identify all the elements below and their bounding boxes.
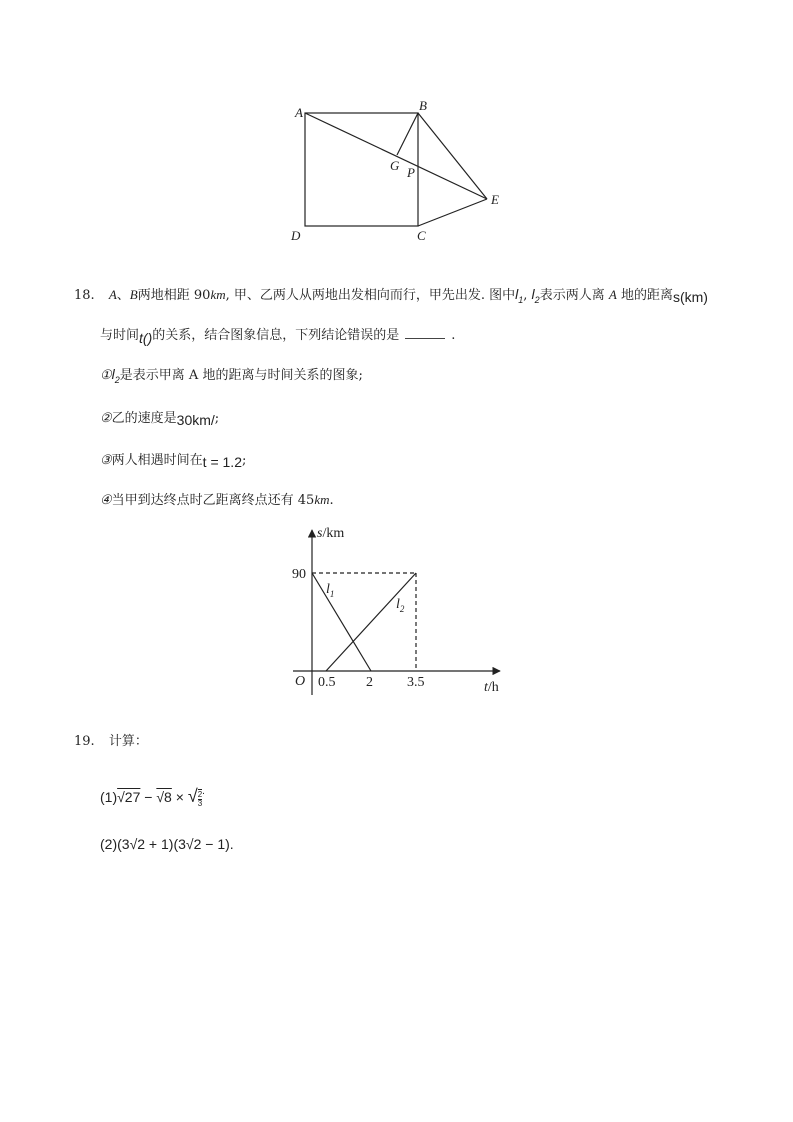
unit-km: km bbox=[210, 287, 226, 302]
period: . bbox=[451, 328, 456, 343]
point-a: A bbox=[108, 287, 117, 302]
x-axis-label: t/h bbox=[484, 680, 499, 695]
x-tick-2: 2 bbox=[366, 675, 373, 690]
sqrt-8: √8 bbox=[156, 789, 172, 805]
circled-4-icon: ④ bbox=[100, 492, 112, 507]
product-expression: (3√2 + 1)(3√2 − 1) bbox=[117, 836, 230, 852]
option-text: 当甲到达终点时乙距离终点还有 45 bbox=[111, 493, 315, 508]
q18-text: 两地相距 90 bbox=[137, 288, 211, 303]
point-label-e: E bbox=[491, 192, 499, 207]
distance-time-chart bbox=[280, 520, 510, 700]
t-math: t() bbox=[139, 330, 153, 346]
q18-line2 bbox=[100, 326, 455, 346]
x-tick-0-5: 0.5 bbox=[318, 675, 336, 690]
l1-label: $l_1$ bbox=[326, 582, 335, 599]
l2-symbol: $l_2$ bbox=[111, 366, 120, 385]
line-l2 bbox=[326, 573, 416, 671]
q18-text: 的关系，结合图象信息，下列结论错误的是 bbox=[152, 328, 400, 343]
point-label-b: B bbox=[419, 98, 427, 113]
q18-number: 18. bbox=[74, 288, 95, 303]
q18-line1 bbox=[74, 286, 708, 308]
q18-option-2 bbox=[100, 410, 219, 428]
minus: − bbox=[140, 789, 157, 805]
part-label: (2) bbox=[100, 836, 118, 852]
period: . bbox=[329, 493, 334, 508]
unit-km: km bbox=[314, 492, 330, 507]
origin-label: O bbox=[295, 674, 306, 689]
s-km-math: s(km) bbox=[672, 289, 708, 305]
circled-1-icon: ① bbox=[100, 367, 112, 382]
y-axis-label: s/km bbox=[317, 526, 345, 541]
q18-option-4 bbox=[100, 492, 334, 509]
line-l1 bbox=[312, 573, 371, 671]
geometry-figure bbox=[280, 90, 510, 250]
q19-number: 19. bbox=[74, 734, 95, 749]
point-label-d: D bbox=[291, 228, 301, 243]
time-math: t = 1.2 bbox=[202, 454, 242, 470]
circled-2-icon: ② bbox=[100, 410, 112, 425]
q18-option-3 bbox=[100, 452, 246, 470]
q18-option-1 bbox=[100, 366, 363, 388]
circled-3-icon: ③ bbox=[100, 452, 112, 467]
point-label-a: A bbox=[295, 105, 303, 120]
q18-text: 地的距离 bbox=[620, 288, 673, 303]
period: . bbox=[202, 786, 205, 797]
point-a: A bbox=[608, 287, 617, 302]
separator: 、 bbox=[116, 288, 130, 303]
l2-label: $l_2$ bbox=[396, 597, 405, 614]
q19-part2 bbox=[100, 836, 234, 852]
point-label-c: C bbox=[417, 228, 426, 243]
q18-text: , 甲、乙两人从两地出发相向而行，甲先出发. 图中 bbox=[225, 288, 516, 303]
sqrt-fraction: √ bbox=[187, 786, 198, 806]
times: × bbox=[171, 789, 188, 805]
fraction-2-3: $\frac{2}{3}$ bbox=[197, 789, 203, 808]
speed-math: 30km/ bbox=[176, 412, 215, 428]
q18-text: 与时间 bbox=[100, 328, 140, 343]
y-tick-90: 90 bbox=[292, 567, 306, 582]
option-text: 是表示甲离 A 地的距离与时间关系的图象; bbox=[119, 368, 363, 383]
q19-part1 bbox=[100, 784, 205, 808]
square-triangle-diagram bbox=[280, 90, 510, 250]
option-text: 两人相遇时间在 bbox=[111, 453, 203, 468]
q18-text: 表示两人离 bbox=[539, 288, 605, 303]
x-tick-3-5: 3.5 bbox=[407, 675, 425, 690]
period: . bbox=[229, 836, 234, 852]
l1-symbol: $l_1$ bbox=[515, 286, 524, 305]
option-text: 乙的速度是 bbox=[111, 411, 177, 426]
q19-title: 计算： bbox=[108, 734, 148, 749]
part-label: (1) bbox=[100, 789, 118, 805]
answer-blank[interactable] bbox=[405, 326, 445, 339]
point-label-g: G bbox=[390, 158, 400, 173]
point-b: B bbox=[129, 287, 138, 302]
semicolon: ; bbox=[241, 453, 247, 468]
l2-symbol: $l_2$ bbox=[531, 286, 540, 305]
comma: , bbox=[523, 288, 532, 303]
sqrt-27: √27 bbox=[117, 789, 141, 805]
point-label-p: P bbox=[407, 165, 415, 180]
chart-svg bbox=[280, 520, 510, 700]
q19-header bbox=[74, 734, 148, 750]
semicolon: ; bbox=[214, 411, 220, 426]
